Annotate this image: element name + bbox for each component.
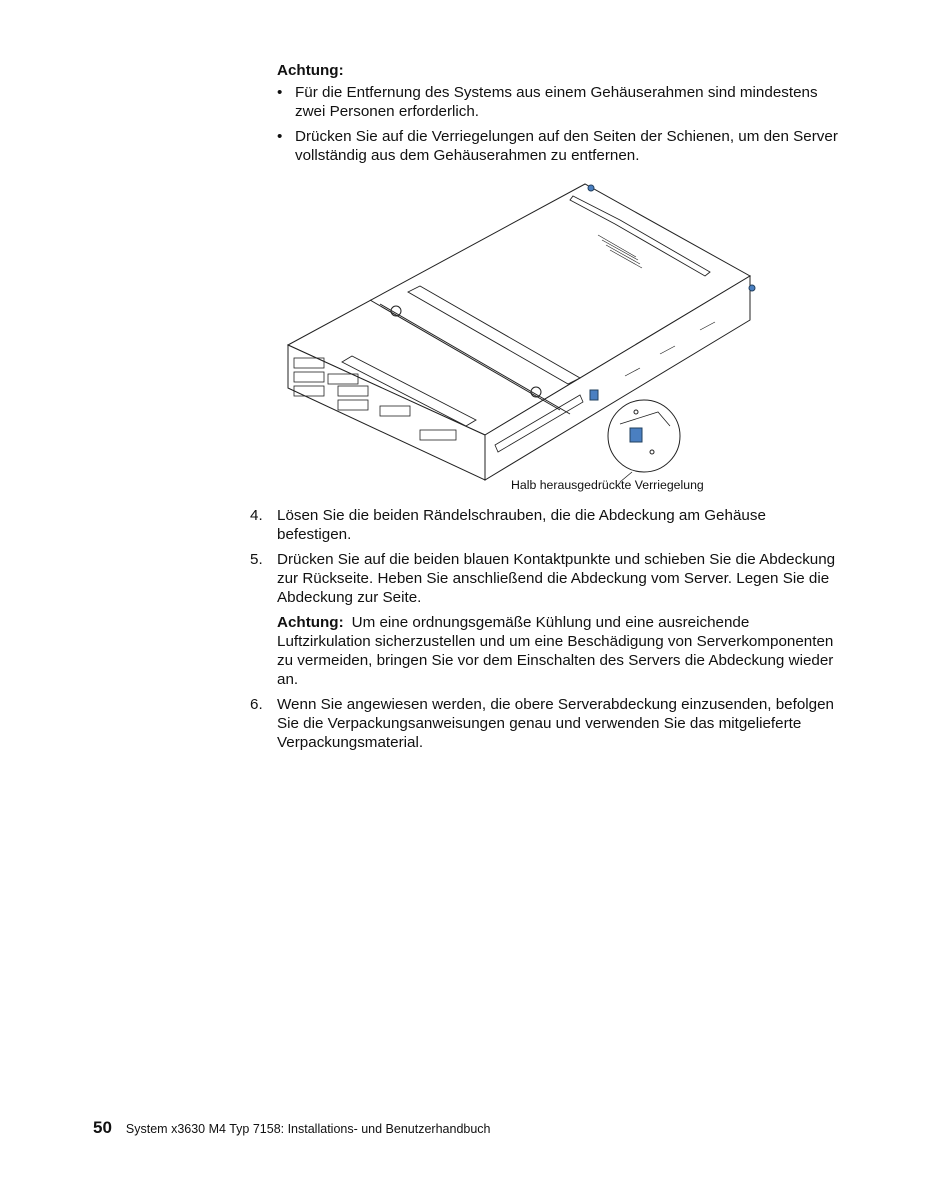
caution-note-label: Achtung:: [277, 614, 344, 631]
step-item: [250, 506, 840, 544]
footer-title: System x3630 M4 Typ 7158: Installations- und Benutzerhandbuch: [125, 1122, 491, 1136]
blue-touch-point-icon: [588, 185, 594, 191]
latch-detail-magnifier: [608, 400, 680, 472]
steps-list: [250, 506, 840, 758]
caution-bullet: • Für die Entfernung des Systems aus einem Gehäuserahmen sind mindestens zwei Personen erforderlich.: [277, 83, 842, 121]
step-text: Wenn Sie angewiesen werden, die obere Serverabdeckung einzusenden, befolgen Sie die Verpackungsanweisungen genau und verwenden Sie das mitgelieferte Verpackungsmaterial.: [277, 696, 834, 751]
step-number: 4.: [250, 507, 263, 524]
step-text: Lösen Sie die beiden Rändelschrauben, die die Abdeckung am Gehäuse befestigen.: [277, 507, 766, 543]
latch-detail-icon: [630, 428, 642, 442]
caution-note: [277, 613, 840, 689]
figure-caption: Halb herausgedrückte Verriegelung: [511, 478, 704, 492]
blue-touch-point-icon: [749, 285, 755, 291]
page-footer: [93, 1118, 491, 1138]
caution-heading: Achtung:: [277, 62, 344, 79]
server-rack-illustration: [280, 180, 760, 500]
step-item: [250, 550, 840, 689]
step-number: 5.: [250, 551, 263, 568]
page-number: 50: [93, 1118, 112, 1137]
caution-bullet-list: [277, 83, 842, 171]
step-item: [250, 695, 840, 752]
caution-bullet: • Drücken Sie auf die Verriegelungen auf den Seiten der Schienen, um den Server vollständig aus dem Gehäuserahmen zu entfernen.: [277, 127, 842, 165]
step-number: 6.: [250, 696, 263, 713]
step-text: Drücken Sie auf die beiden blauen Kontaktpunkte und schieben Sie die Abdeckung zur Rückseite. Heben Sie anschließend die Abdeckung vom Server. Legen Sie die Abdeckung zur Seite.: [277, 551, 836, 606]
rail-latch-icon: [590, 390, 598, 400]
caution-note-text: Um eine ordnungsgemäße Kühlung und eine ausreichende Luftzirkulation sicherzustellen und um eine Beschädigung von Serverkomponenten zu vermeiden, bringen Sie vor dem Einschalten des Servers die Abdeckung wieder an.: [277, 614, 834, 688]
